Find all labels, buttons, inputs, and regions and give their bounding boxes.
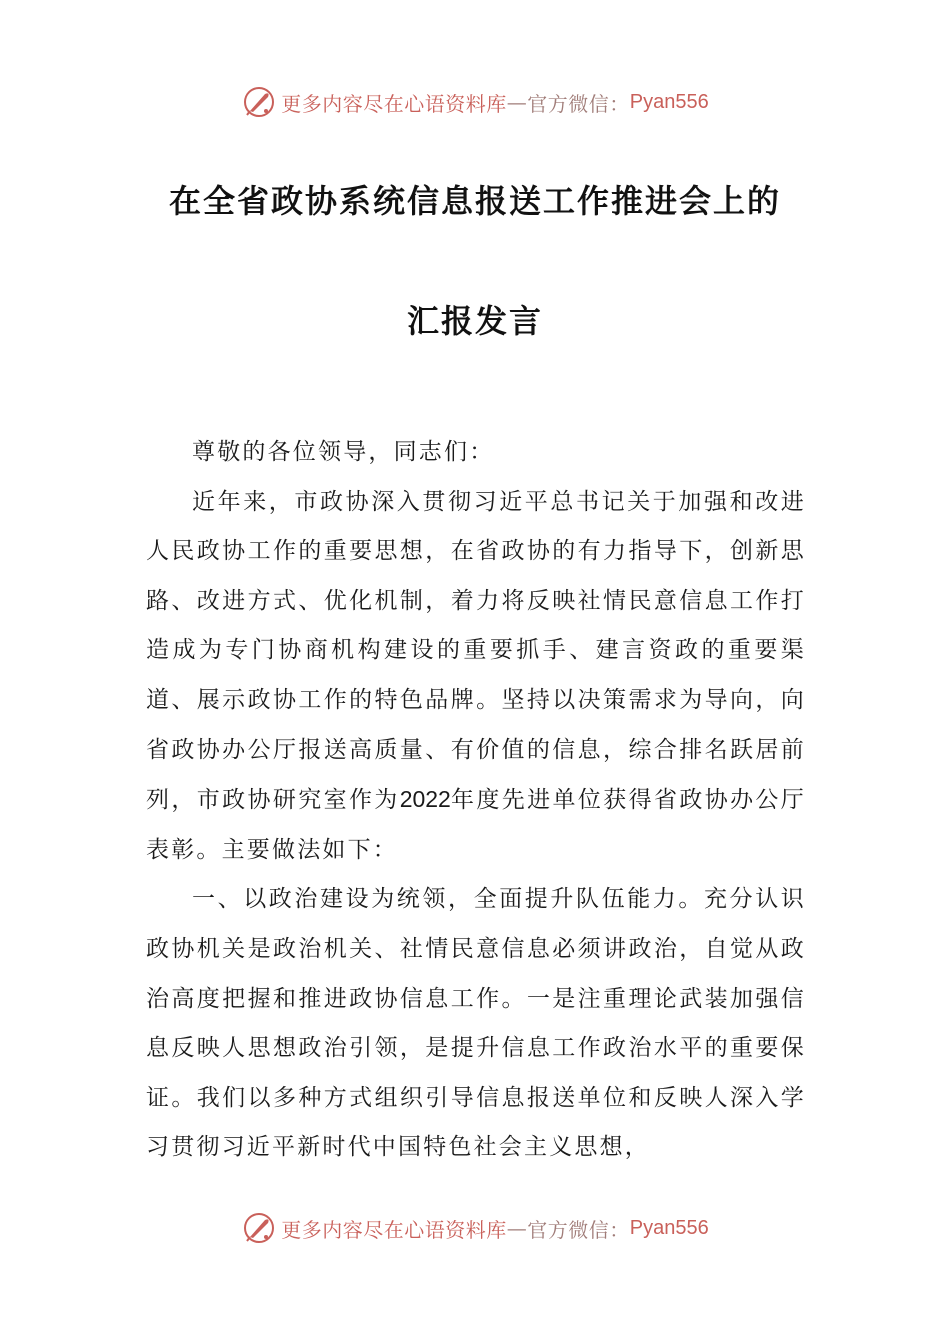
watermark-dash: — <box>506 1216 528 1240</box>
quill-pen-logo-icon <box>241 1210 277 1246</box>
watermark-label: 官方微信： <box>527 1217 630 1242</box>
watermark-dash: — <box>506 90 528 114</box>
paragraph-intro <box>146 478 806 876</box>
paragraph-intro-text: 近年来，市政协深入贯彻习近平总书记关于加强和改进人民政协工作的重要思想，在省政协的有力指导下，创新思路、改进方式、优化机制，着力将反映社情民意信息工作打造成为专门协商机构建设的重要抓手、建言资政的重要渠道、展示政协工作的特色品牌。坚持以决策需求为导向，向省政协办公厅报送高质量、有价值的信息，综合排名跃居前列，市政协研究室作为 <box>146 488 806 814</box>
header-watermark <box>0 82 950 122</box>
footer-watermark <box>0 1208 950 1248</box>
salutation: 尊敬的各位领导，同志们： <box>192 439 495 465</box>
watermark-wechat-id: Pyan556 <box>629 1216 709 1239</box>
watermark-main-text: 更多内容尽在心语资料库 <box>281 1217 507 1242</box>
paragraph-section-one: 一、以政治建设为统领，全面提升队伍能力。充分认识政协机关是政治机关、社情民意信息必须讲政治，自觉从政治高度把握和推进政协信息工作。一是注重理论武装加强信息反映人思想政治引领，是提升信息工作政治水平的重要保证。我们以多种方式组织引导信息报送单位和反映人深入学习贯彻习近平新时代中国特色社会主义思想， <box>146 886 806 1161</box>
document-title-line-2: 汇报发言 <box>406 302 543 340</box>
document-body <box>146 428 806 1173</box>
paragraph-intro-tail: 年度先进单位获得省政协办公厅表彰。主要做法如下： <box>146 787 807 863</box>
year-number: 2022 <box>399 786 451 813</box>
quill-pen-logo-icon <box>241 84 277 120</box>
document-title-line-1: 在全省政协系统信息报送工作推进会上的 <box>168 182 781 220</box>
watermark-wechat-id: Pyan556 <box>629 90 709 113</box>
watermark-main-text: 更多内容尽在心语资料库 <box>281 91 507 116</box>
watermark-label: 官方微信： <box>527 91 630 116</box>
